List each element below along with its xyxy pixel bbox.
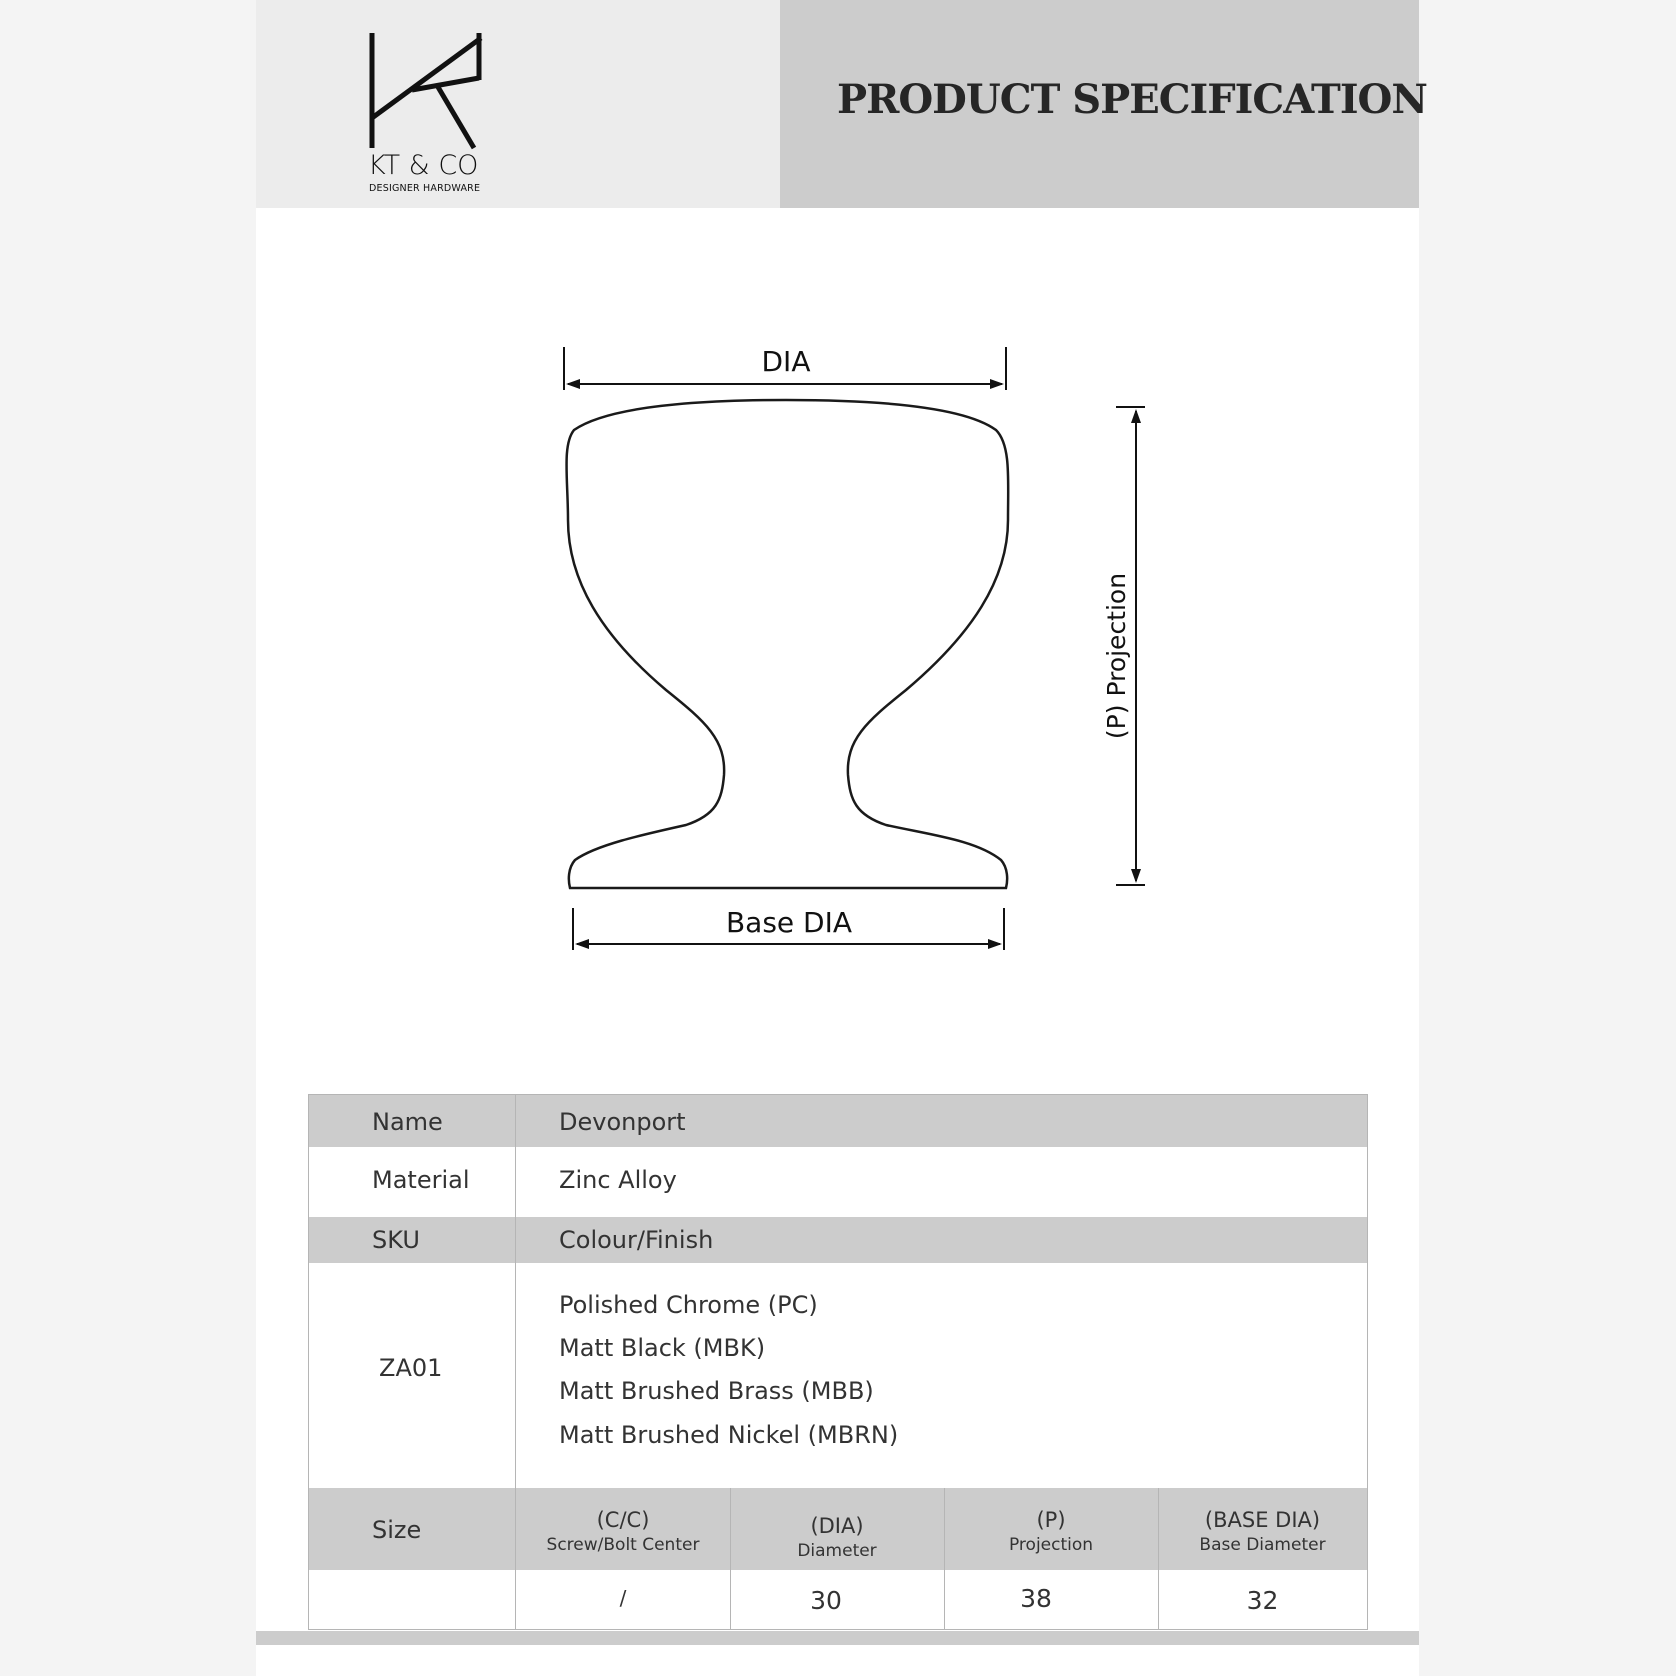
brand-name: KT & CO (368, 150, 479, 181)
knob-drawing (256, 0, 1419, 1000)
brand-tagline: DESIGNER HARDWARE (369, 183, 481, 194)
column-divider (730, 1488, 731, 1629)
size-value-cc: / (619, 1586, 627, 1610)
size-col-base-dia (1158, 1488, 1367, 1570)
base-dia-label: Base DIA (725, 906, 853, 939)
finish-item: Polished Chrome (PC) (559, 1291, 818, 1319)
sku-value: ZA01 (379, 1354, 443, 1382)
size-col-dia (730, 1488, 944, 1570)
finish-item: Matt Brushed Nickel (MBRN) (559, 1421, 899, 1449)
footer-bar (256, 1631, 1419, 1645)
material-label: Material (372, 1166, 470, 1194)
page-title: PRODUCT SPECIFICATION (837, 76, 1427, 123)
size-col-abbr: (C/C) (596, 1508, 650, 1532)
finish-item: Matt Black (MBK) (559, 1334, 766, 1362)
size-col-full: Base Diameter (1199, 1535, 1326, 1555)
size-col-abbr: (DIA) (810, 1514, 864, 1538)
projection-label: (P) Projection (1102, 572, 1131, 740)
material-row (309, 1147, 1367, 1217)
size-col-projection (944, 1488, 1158, 1570)
size-col-full: Projection (1008, 1535, 1094, 1555)
size-values-row (309, 1570, 1367, 1629)
size-value-dia: 30 (810, 1586, 842, 1615)
size-col-abbr: (P) (1036, 1508, 1066, 1532)
name-label: Name (372, 1108, 443, 1136)
spec-table (308, 1094, 1368, 1630)
name-row (309, 1095, 1367, 1147)
size-value-base-dia: 32 (1246, 1586, 1279, 1615)
size-label: Size (372, 1516, 422, 1544)
size-col-full: Screw/Bolt Center (546, 1535, 700, 1555)
size-col-full: Diameter (797, 1541, 877, 1561)
knob-outline (567, 400, 1009, 888)
column-divider (1158, 1488, 1159, 1629)
finish-item: Matt Brushed Brass (MBB) (559, 1377, 874, 1405)
size-col-abbr: (BASE DIA) (1204, 1508, 1321, 1532)
size-value-projection: 38 (1020, 1584, 1052, 1613)
size-col-cc (516, 1488, 730, 1570)
name-value: Devonport (559, 1108, 686, 1136)
finishes-row (309, 1263, 1367, 1482)
size-header-row (309, 1488, 1367, 1570)
column-divider (515, 1095, 516, 1629)
material-value: Zinc Alloy (559, 1166, 677, 1194)
finish-label: Colour/Finish (559, 1226, 714, 1254)
sku-label: SKU (372, 1226, 420, 1254)
spec-sheet (256, 0, 1427, 1676)
column-divider (944, 1488, 945, 1629)
dia-label: DIA (761, 345, 811, 378)
sku-row (309, 1217, 1367, 1263)
